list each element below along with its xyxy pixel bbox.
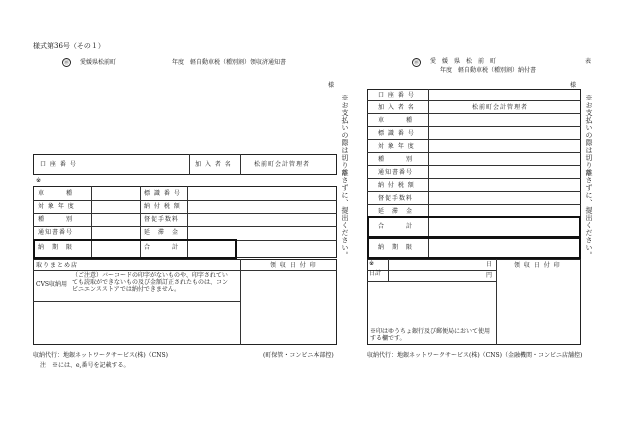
left-subscriber-label: 加 入 者 名 [195,161,232,168]
right-agent-footer: 収納代行：地銀ネットワークサービス(株)（CNS)（金融機関・コンビニ店舗控) [367,352,583,359]
left-subscriber-value: 松前町会計管理者 [254,161,311,168]
right-label-year: 対 象 年 度 [378,143,415,150]
left-label-kind: 種 別 [38,216,74,223]
right-label-kind: 種 別 [378,156,414,163]
left-label-deadline: 納 期 限 [38,244,74,251]
right-sama: 様 [570,82,577,89]
right-label-reminder-fee: 督促手数料 [378,195,414,202]
left-cvs-notice: （ご注意）バーコードの印字がないものや、印字されていても読取ができないもの及び金額訂正されたものは、コンビニエンスストアでは納付できません。 [72,272,229,293]
left-receipt-label: 領 収 日 付 印 [270,262,317,269]
left-label-delay-fee: 延 滞 金 [144,229,180,236]
right-label-notice-no: 通知書番号 [378,169,414,176]
right-seal-icon: ㊞ [413,60,419,66]
left-summary-label: 取りまとめ店 [36,262,79,269]
left-vertical-note: ※お支払いの際は切り離さずに、提出ください。 [341,94,349,259]
left-label-total: 合 計 [144,244,180,251]
right-asterisk: ※ [369,260,375,267]
left-sama: 様 [328,82,335,89]
right-corner-mark: 表 [585,58,592,65]
left-label-car-type: 車 種 [38,190,74,197]
right-label-subscriber: 加 入 者 名 [378,104,415,111]
left-cvs-label: CVS収納用 [36,281,68,288]
left-note: 注 ※には、e,番号を記載する。 [40,362,130,369]
right-label-tax-amount: 納 付 税 額 [378,182,415,189]
right-label-delay-fee: 延 滞 金 [378,208,414,215]
right-subscriber-value: 松前町会計管理者 [472,104,529,111]
right-title: 年度 軽自動車税（種別割）納付書 [440,67,537,74]
left-agent-footer: 収納代行：地銀ネットワークサービス(株)（CNS) [33,352,168,359]
right-office-name: 愛 媛 県 松 前 町 [430,58,497,65]
right-receipt-label: 領 収 日 付 印 [514,262,561,269]
left-office-name: 愛媛県松前町 [80,59,117,66]
form-id: 様式第36号（その１） [33,42,105,50]
left-label-notice-no: 通知書番号 [38,229,74,236]
right-label-account: 口 座 番 号 [378,92,415,99]
right-bank-note: ※印はゆうちょ銀行及び郵便局において使用する欄です。 [370,328,491,342]
right-date-label: 日計 [369,270,382,277]
right-label-plate-no: 標 識 番 号 [378,130,415,137]
left-account-label: 口 座 番 号 [40,161,77,168]
left-asterisk: ※ [36,177,42,184]
left-seal-icon: ㊞ [63,60,69,66]
left-label-reminder-fee: 督促手数料 [144,216,180,223]
right-yen-label: 円 [486,272,493,279]
right-vertical-note: ※お支払いの際は切り離さずに、提出ください。 [585,94,593,259]
left-label-tax-amount: 納 付 税 額 [144,203,181,210]
left-label-year: 対 象 年 度 [38,203,75,210]
right-label-total: 合 計 [378,223,414,230]
left-agent-footer-right: (町保管・コンビニ本部控) [263,352,334,359]
left-title: 年度 軽自動車税（種別割）領収済通知書 [172,59,287,66]
right-label-car-type: 車 種 [378,117,414,124]
right-label-deadline: 納 期 限 [378,244,414,251]
right-day-label: 日 [486,261,493,268]
left-label-plate-no: 標 識 番 号 [144,190,181,197]
